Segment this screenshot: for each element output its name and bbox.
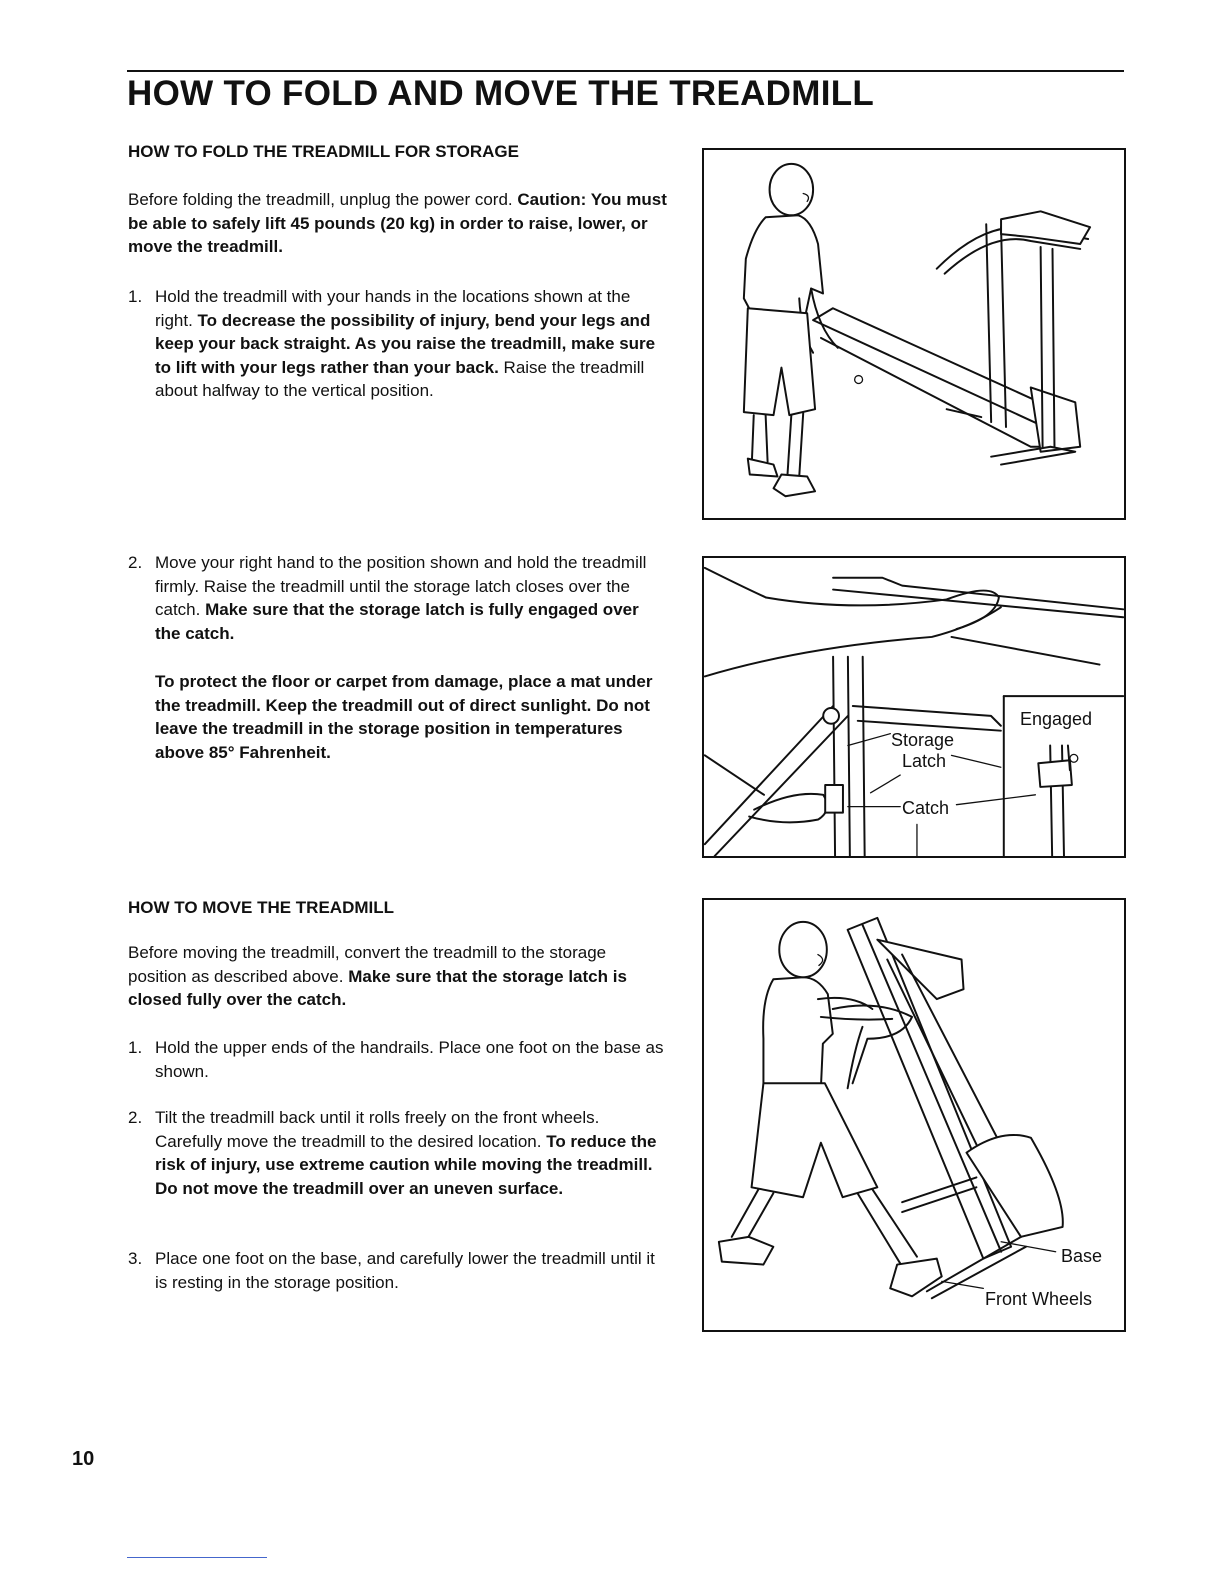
fold-storage-note: To protect the floor or carpet from damage, place a mat under the treadmill. Keep the treadmill out of direct sunlight. Do not leave the treadmill in the storage position in temperatures above 85° Fahrenheit. (155, 672, 653, 762)
label-front-wheels: Front Wheels (985, 1289, 1093, 1309)
figure-storage-latch (702, 556, 1126, 858)
label-storage: Storage (891, 730, 955, 750)
move-section-heading: HOW TO MOVE THE TREADMILL (128, 898, 395, 917)
fold-intro (128, 188, 668, 259)
fold-intro-plain: Before folding the treadmill, unplug the power cord. (128, 190, 518, 209)
fold-step-1-plain-a: Hold the treadmill with your hands in the locations shown at the right. (155, 287, 631, 330)
fold-step-2 (128, 551, 668, 645)
fold-step-1 (128, 285, 668, 403)
move-step-3 (128, 1247, 668, 1294)
move-step-3-number: 3. (128, 1249, 143, 1268)
label-latch: Latch (902, 751, 947, 771)
label-base: Base (1061, 1246, 1103, 1266)
fold-step-1-warning: To decrease the possibility of injury, bend your legs and keep your back straight. As you raise the treadmill, make sure to lift with your legs rather than your back. (155, 310, 656, 377)
label-engaged: Engaged (1020, 709, 1093, 729)
move-step-1 (128, 1036, 668, 1083)
label-catch: Catch (902, 798, 950, 818)
move-step-2 (128, 1106, 668, 1200)
bottom-edge-line (127, 1557, 267, 1558)
fold-step-2-warning: Make sure that the storage latch is fully engaged over the catch. (155, 600, 639, 643)
figure-lift-treadmill (702, 148, 1126, 520)
move-step-2-number: 2. (128, 1108, 143, 1127)
move-step-1-text: Hold the upper ends of the handrails. Place one foot on the base as shown. (155, 1038, 664, 1081)
fold-step-2-number: 2. (128, 553, 143, 572)
move-step-2-text (155, 1106, 668, 1200)
move-step-2-warning: To reduce the risk of injury, use extreme caution while moving the treadmill. Do not move the treadmill over an uneven surface. (155, 1131, 657, 1198)
fold-step-1-plain-b: Raise the treadmill about halfway to the vertical position. (155, 357, 645, 400)
page-number: 10 (72, 1448, 95, 1470)
title-rule (127, 70, 1124, 72)
fold-step-2-plain: Move your right hand to the position shown and hold the treadmill firmly. Raise the treadmill until the storage latch closes over the catch. (155, 553, 647, 619)
fold-step-2-text (155, 551, 668, 645)
move-step-1-number: 1. (128, 1038, 143, 1057)
page-title: HOW TO FOLD AND MOVE THE TREADMILL (127, 74, 875, 113)
fold-section-heading: HOW TO FOLD THE TREADMILL FOR STORAGE (128, 142, 519, 161)
move-step-2-plain: Tilt the treadmill back until it rolls freely on the front wheels. Carefully move the treadmill to the desired location. (155, 1108, 600, 1151)
fold-intro-caution: Caution: You must be able to safely lift 45 pounds (20 kg) in order to raise, lower, or move the treadmill. (128, 190, 667, 256)
figure-move-treadmill (702, 898, 1126, 1332)
lift-illustration (704, 150, 1124, 518)
fold-step-1-number: 1. (128, 287, 143, 306)
fold-step-1-text (155, 285, 668, 403)
move-intro-warning: Make sure that the storage latch is closed fully over the catch. (128, 966, 627, 1009)
move-intro (128, 941, 668, 1012)
move-intro-plain: Before moving the treadmill, convert the treadmill to the storage position as described above. (128, 943, 607, 986)
move-step-3-text: Place one foot on the base, and carefully lower the treadmill until it is resting in the storage position. (155, 1249, 655, 1292)
